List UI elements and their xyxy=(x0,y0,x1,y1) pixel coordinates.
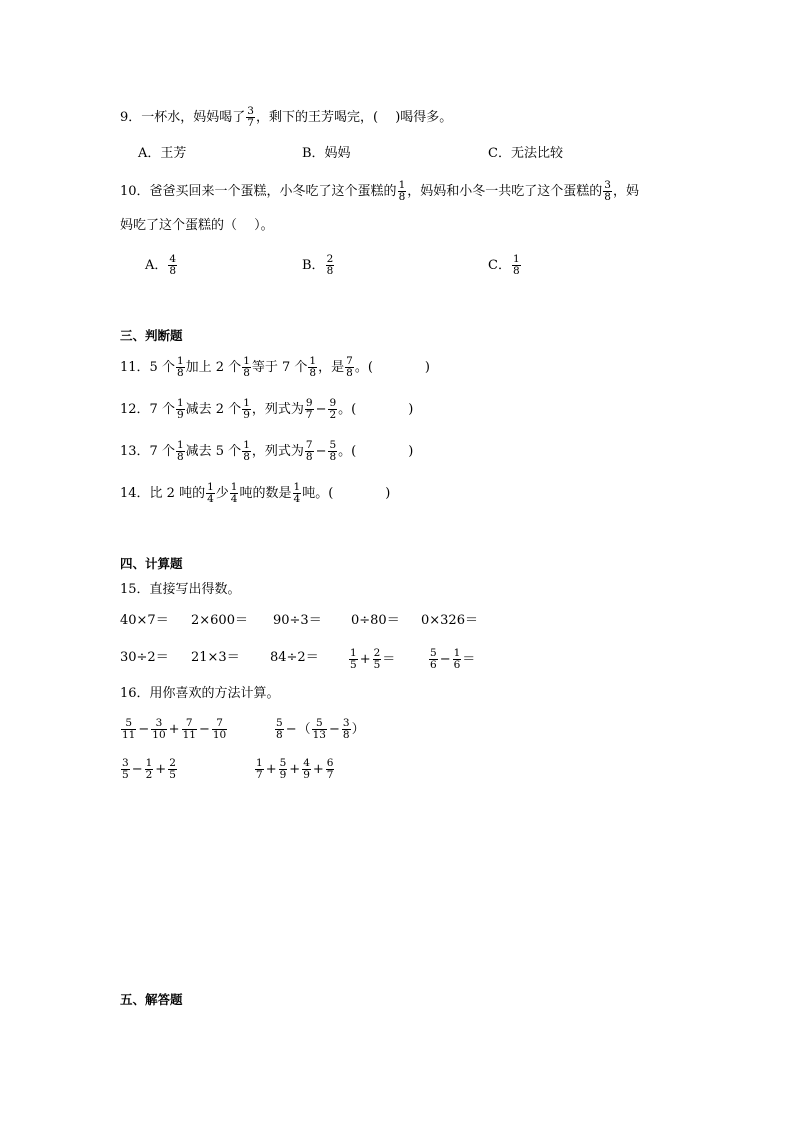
fraction: $\frac{2}{5}$ xyxy=(373,647,381,671)
option-b: B． $\frac{2}{8}$ xyxy=(302,253,334,277)
question-number: 10． xyxy=(120,184,150,199)
fraction: $\frac{5}{13}$ xyxy=(312,717,326,741)
section-title-answer: 五、解答题 xyxy=(120,992,183,1007)
question-text: ，妈妈和小冬一共吃了这个蛋糕的 xyxy=(407,184,603,199)
fraction: $\frac{6}{7}$ xyxy=(326,757,334,781)
question-9 xyxy=(120,106,452,129)
calc-item: 84÷2＝ xyxy=(270,650,319,665)
question-16-title: 16．用你喜欢的方法计算。 xyxy=(120,686,280,701)
fraction: $\frac{1}{7}$ xyxy=(256,757,263,781)
fraction: $\frac{5}{11}$ xyxy=(122,717,136,741)
fraction: $\frac{7}{10}$ xyxy=(212,717,227,741)
question-number: 9． xyxy=(120,110,142,125)
option-c: C．无法比较 xyxy=(488,146,563,161)
fraction: $\frac{5}{8}$ xyxy=(276,717,283,741)
fraction: $\frac{1}{8}$ xyxy=(398,179,406,203)
question-14: 14．比 2 吨的 $\frac{1}{4}$ 少 $\frac{1}{4}$ 吨的数是 $\frac{1}{4}$ 吨。( ) xyxy=(120,481,391,505)
fraction: $\frac{1}{9}$ xyxy=(243,397,250,421)
question-13: 13．7 个 $\frac{1}{8}$ 减去 5 个 $\frac{1}{8}$ ，列式为 $\frac{7}{8}$ − $\frac{5}{8}$ 。( ) xyxy=(120,439,414,463)
fraction: $\frac{1}{5}$ xyxy=(350,647,357,671)
fraction: $\frac{3}{5}$ xyxy=(122,757,129,781)
fraction: $\frac{1}{4}$ xyxy=(230,481,238,505)
calc-item: 90÷3＝ xyxy=(273,613,322,628)
fraction: $\frac{1}{4}$ xyxy=(293,481,301,505)
fraction: $\frac{1}{8}$ xyxy=(309,355,317,379)
calc-item: 2×600＝ xyxy=(191,613,248,628)
fraction: $\frac{1}{4}$ xyxy=(207,481,214,505)
calc-item: 21×3＝ xyxy=(191,650,240,665)
question-text: ，剩下的王芳喝完，( )喝得多。 xyxy=(255,110,453,125)
fraction: $\frac{3}{10}$ xyxy=(152,717,166,741)
fraction: $\frac{2}{5}$ xyxy=(169,757,176,781)
question-12: 12．7 个 $\frac{1}{9}$ 减去 2 个 $\frac{1}{9}$ ，列式为 $\frac{9}{7}$ − $\frac{9}{2}$ 。( ) xyxy=(120,397,414,421)
calc-expression: $\frac{3}{5}$ − $\frac{1}{2}$ + $\frac{2}{5}$ xyxy=(122,757,176,781)
fraction: $\frac{3}{7}$ xyxy=(247,105,254,129)
fraction: $\frac{3}{8}$ xyxy=(342,717,350,741)
fraction: $\frac{5}{9}$ xyxy=(279,757,287,781)
option-c: C． $\frac{1}{8}$ xyxy=(488,253,520,277)
section-title-calculation: 四、计算题 xyxy=(120,556,183,571)
calc-item: 0÷80＝ xyxy=(351,613,400,628)
fraction: $\frac{2}{8}$ xyxy=(326,253,334,277)
question-text: ，妈 xyxy=(612,184,639,199)
question-text: 一杯水，妈妈喝了 xyxy=(141,110,246,125)
option-a: A． $\frac{4}{8}$ xyxy=(145,253,177,277)
fraction: $\frac{3}{8}$ xyxy=(604,179,611,203)
calc-item: $\frac{5}{6}$ − $\frac{1}{6}$ ＝ xyxy=(430,647,476,671)
calc-item: 0×326＝ xyxy=(421,613,478,628)
fraction: $\frac{4}{8}$ xyxy=(169,253,177,277)
fraction: $\frac{1}{9}$ xyxy=(176,397,184,421)
calc-item: 40×7＝ xyxy=(120,613,169,628)
calc-expression: $\frac{5}{11}$ − $\frac{3}{10}$ + $\frac{7}{11}$ − $\frac{7}{10}$ xyxy=(122,717,227,741)
fraction: $\frac{1}{8}$ xyxy=(243,355,250,379)
calc-item: 30÷2＝ xyxy=(120,650,169,665)
question-15-title: 15．直接写出得数。 xyxy=(120,582,241,597)
fraction: $\frac{7}{8}$ xyxy=(305,439,313,463)
fraction: $\frac{4}{9}$ xyxy=(303,757,310,781)
fraction: $\frac{1}{2}$ xyxy=(145,757,153,781)
calc-expression: $\frac{1}{7}$ + $\frac{5}{9}$ + $\frac{4}{9}$ + $\frac{6}{7}$ xyxy=(256,757,334,781)
question-text: 爸爸买回来一个蛋糕，小冬吃了这个蛋糕的 xyxy=(149,184,397,199)
question-10 xyxy=(120,180,639,203)
option-b: B．妈妈 xyxy=(302,146,351,161)
option-a: A．王芳 xyxy=(138,146,187,161)
fraction: $\frac{1}{6}$ xyxy=(453,647,461,671)
section-title-judgement: 三、判断题 xyxy=(120,328,183,343)
fraction: $\frac{7}{11}$ xyxy=(182,717,196,741)
fraction: $\frac{9}{2}$ xyxy=(329,397,337,421)
calc-item: $\frac{1}{5}$ + $\frac{2}{5}$ ＝ xyxy=(350,647,396,671)
calc-expression: $\frac{5}{8}$ −（ $\frac{5}{13}$ − $\frac{3}{8}$ ） xyxy=(276,717,365,741)
fraction: $\frac{1}{8}$ xyxy=(512,253,520,277)
fraction: $\frac{7}{8}$ xyxy=(346,355,353,379)
fraction: $\frac{1}{8}$ xyxy=(243,439,250,463)
question-10-line2: 妈吃了这个蛋糕的（ ）。 xyxy=(120,218,274,233)
fraction: $\frac{1}{8}$ xyxy=(176,355,184,379)
fraction: $\frac{9}{7}$ xyxy=(305,397,313,421)
fraction: $\frac{1}{8}$ xyxy=(176,439,184,463)
fraction: $\frac{5}{6}$ xyxy=(430,647,437,671)
fraction: $\frac{5}{8}$ xyxy=(329,439,337,463)
question-11: 11．5 个 $\frac{1}{8}$ 加上 2 个 $\frac{1}{8}$ 等于 7 个 $\frac{1}{8}$ ，是 $\frac{7}{8}$ 。( ) xyxy=(120,355,430,379)
